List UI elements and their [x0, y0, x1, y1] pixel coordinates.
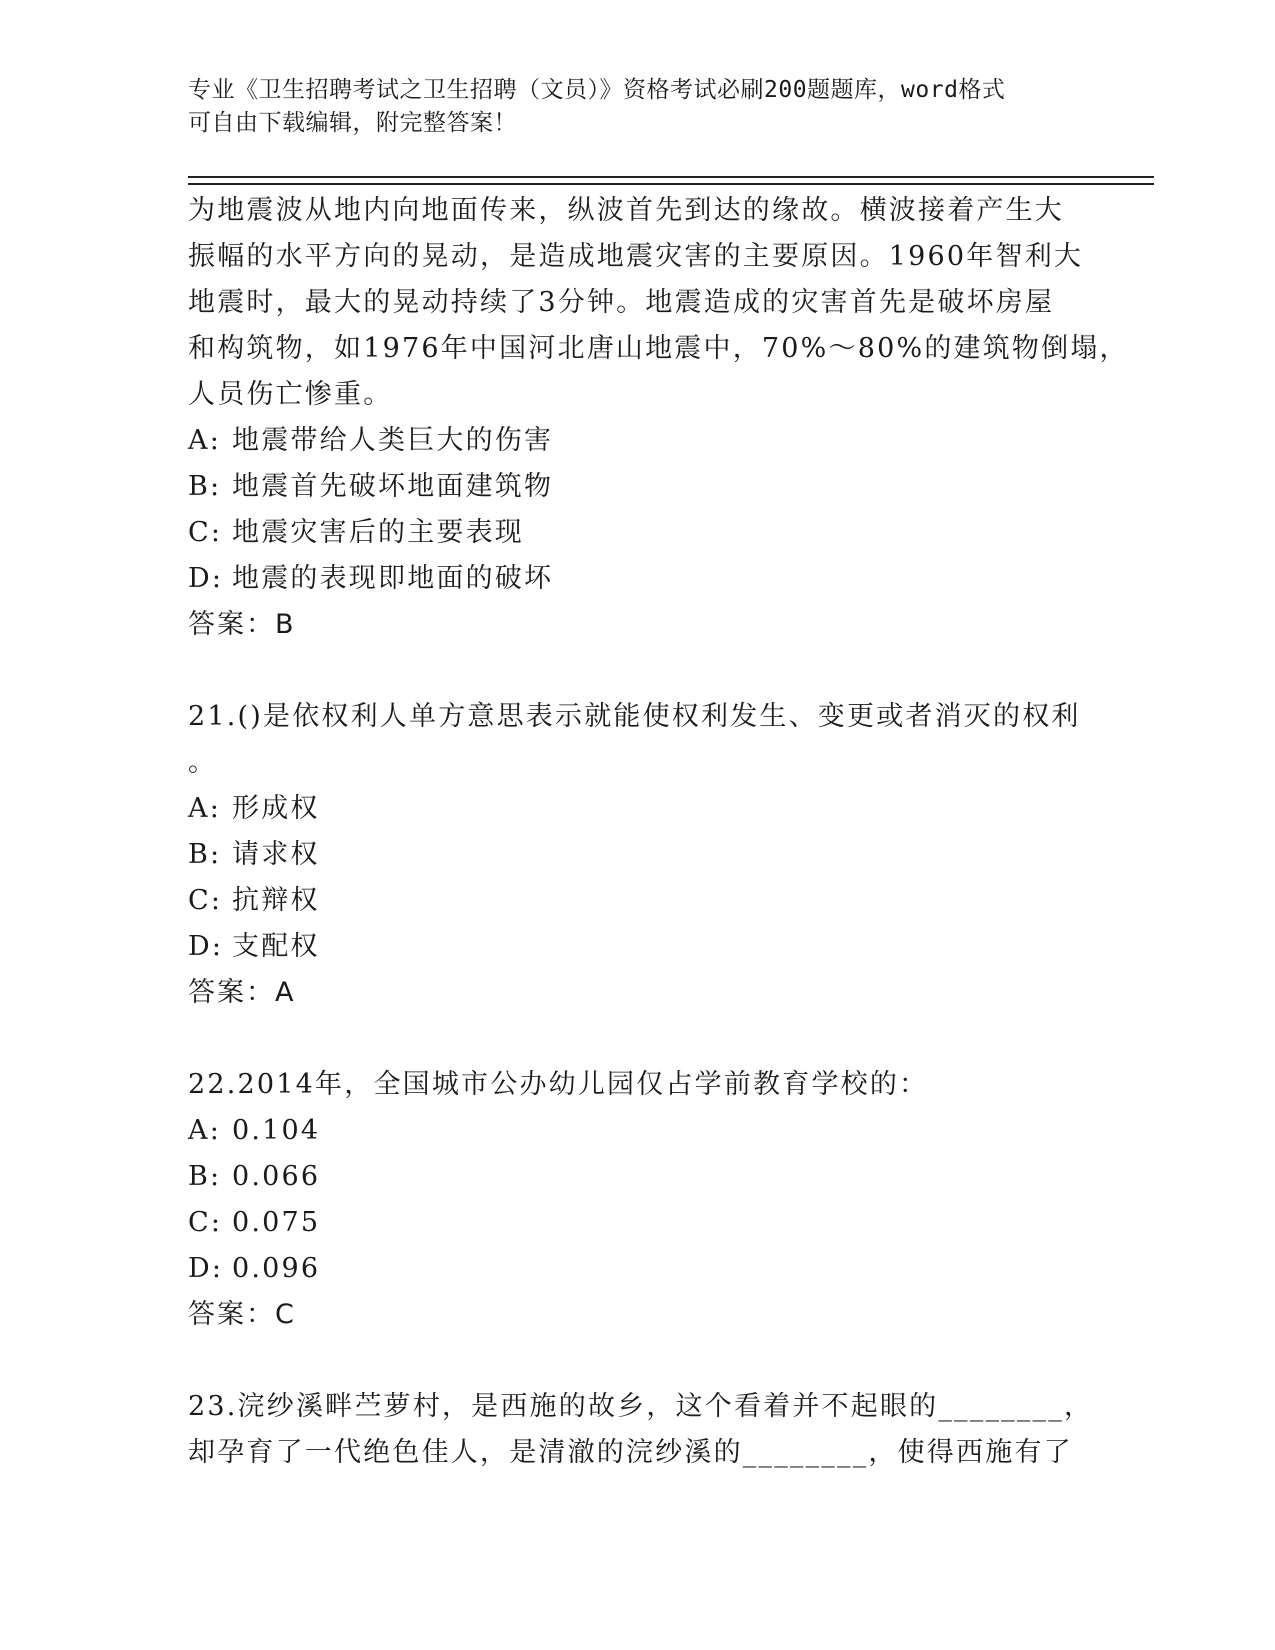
option-c [188, 878, 1128, 924]
passage-line: 为地震波从地内向地面传来，纵波首先到达的缘故。横波接着产生大 [188, 195, 1064, 226]
option-c [188, 510, 1128, 556]
option-text: 地震首先破坏地面建筑物 [232, 471, 554, 502]
option-a [188, 418, 1128, 464]
option-label: C: [188, 1207, 223, 1238]
option-d [188, 556, 1128, 602]
passage-line: 地震时，最大的晃动持续了3分钟。地震造成的灾害首先是破坏房屋 [188, 287, 1055, 318]
option-text: 地震灾害后的主要表现 [232, 517, 524, 548]
document-body [188, 188, 1128, 1476]
option-b [188, 1154, 1128, 1200]
option-c [188, 1200, 1128, 1246]
header-rule-top [188, 176, 1154, 178]
option-text: 请求权 [232, 839, 320, 870]
question-21 [188, 694, 1128, 1016]
answer-line: 答案：C [188, 1299, 296, 1330]
option-d [188, 1246, 1128, 1292]
header-rule-bottom [188, 183, 1154, 185]
question-stem: 23.浣纱溪畔苎萝村，是西施的故乡，这个看着并不起眼的________， [188, 1391, 1094, 1422]
option-text: 地震带给人类巨大的伤害 [232, 425, 554, 456]
spacer [188, 648, 1128, 694]
question-23 [188, 1384, 1128, 1476]
question-stem-continued: 却孕育了一代绝色佳人，是清澈的浣纱溪的________，使得西施有了 [188, 1437, 1073, 1468]
passage-line: 人员伤亡惨重。 [188, 379, 393, 410]
option-label: B: [188, 1161, 222, 1192]
question-stem: 21.()是依权利人单方意思表示就能使权利发生、变更或者消灭的权利 [188, 701, 1081, 732]
option-text: 0.096 [232, 1253, 321, 1284]
question-20 [188, 188, 1128, 648]
option-label: D: [188, 931, 224, 962]
spacer [188, 1016, 1128, 1062]
question-stem-continued: 。 [188, 747, 218, 778]
option-d [188, 924, 1128, 970]
option-label: B: [188, 471, 222, 502]
answer-line: 答案：A [188, 977, 296, 1008]
option-text: 形成权 [232, 793, 320, 824]
question-stem: 22.2014年，全国城市公办幼儿园仅占学前教育学校的： [188, 1069, 929, 1100]
option-label: A: [188, 1115, 221, 1146]
passage-line: 和构筑物，如1976年中国河北唐山地震中，70%～80%的建筑物倒塌， [188, 333, 1129, 364]
header-line-2: 可自由下载编辑，附完整答案！ [188, 110, 517, 136]
option-b [188, 464, 1128, 510]
answer-line: 答案：B [188, 609, 296, 640]
passage-line: 振幅的水平方向的晃动，是造成地震灾害的主要原因。1960年智利大 [188, 241, 1084, 272]
document-header [188, 74, 1088, 140]
option-label: B: [188, 839, 222, 870]
spacer [188, 1338, 1128, 1384]
option-text: 地震的表现即地面的破坏 [232, 563, 554, 594]
option-label: C: [188, 885, 223, 916]
header-line-1: 专业《卫生招聘考试之卫生招聘（文员）》资格考试必刷200题题库，word格式 [188, 77, 1006, 103]
question-22 [188, 1062, 1128, 1338]
option-a [188, 786, 1128, 832]
option-text: 0.075 [232, 1207, 321, 1238]
option-label: C: [188, 517, 223, 548]
option-label: D: [188, 563, 224, 594]
option-label: A: [188, 425, 221, 456]
option-a [188, 1108, 1128, 1154]
option-text: 抗辩权 [232, 885, 320, 916]
option-label: D: [188, 1253, 224, 1284]
option-text: 支配权 [232, 931, 320, 962]
option-label: A: [188, 793, 221, 824]
option-text: 0.104 [232, 1115, 321, 1146]
option-b [188, 832, 1128, 878]
option-text: 0.066 [232, 1161, 321, 1192]
